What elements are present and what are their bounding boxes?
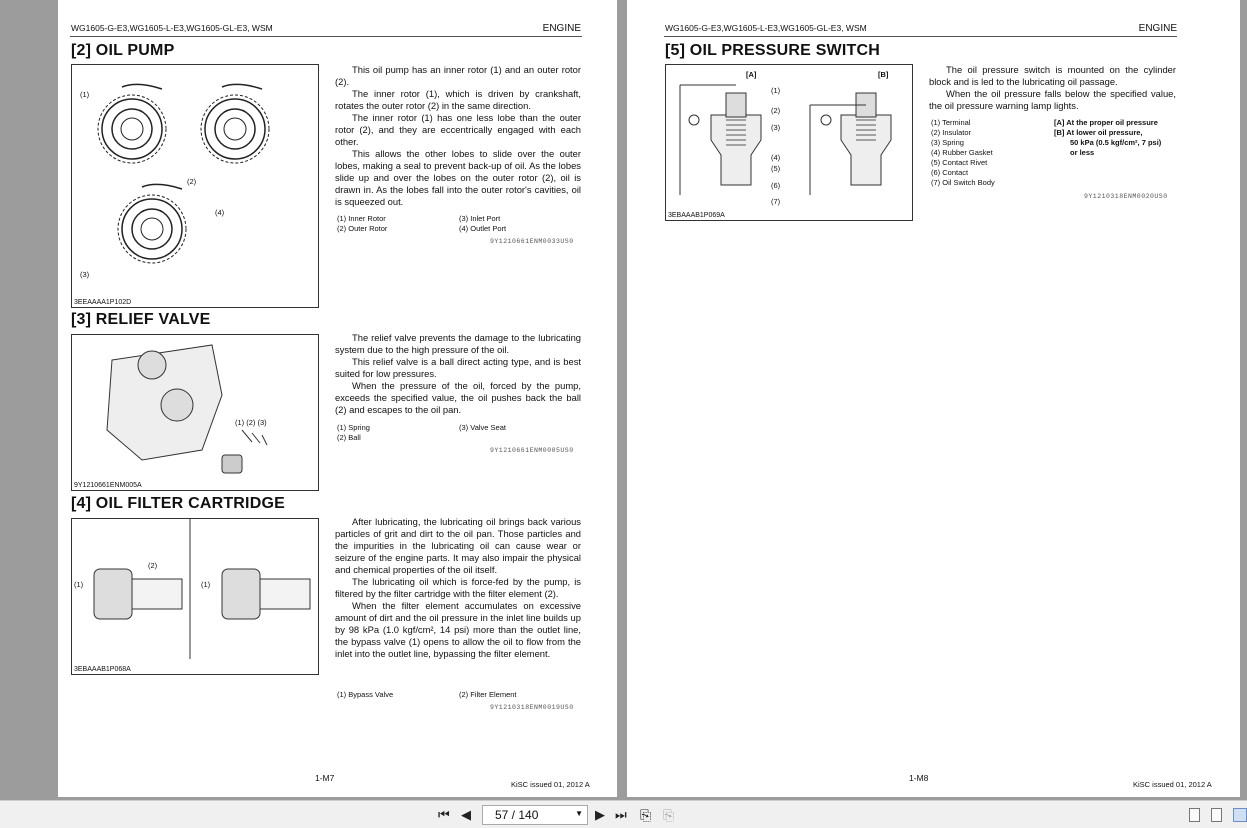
relief-valve-figure	[71, 334, 319, 491]
previous-page-icon[interactable]: ◀	[461, 807, 471, 822]
figure-label-b: [B]	[878, 70, 889, 79]
oil-pressure-switch-illustration	[666, 65, 912, 210]
oil-pressure-switch-legend	[931, 118, 1051, 188]
page-indicator: 57 / 140	[495, 808, 539, 822]
figure-code: 3EBAAAB1P068A	[74, 666, 131, 673]
figure-label-a: [A]	[746, 70, 757, 79]
oil-filter-illustration	[72, 519, 318, 659]
legend-item: (1) Inner Rotor	[337, 214, 386, 223]
paragraph: When the oil pressure falls below the specified value, the oil pressure warning lamp lights.	[929, 88, 1176, 111]
callout: (6)	[771, 181, 781, 190]
figure-code: 9Y1210661ENM005A	[74, 482, 142, 489]
oil-filter-figure	[71, 518, 319, 675]
legend-item: [B] At lower oil pressure,	[1054, 128, 1143, 137]
paragraph: This allows the other lobes to slide over the outer lobes, making a seal to prevent back-up of oil. As the lobes slide up and over the lobes on the outer rotor (2), oil is drawn in. As the lobes fall into the outer rotor's cavities, oil is squeezed out.	[335, 148, 581, 207]
callout: (1) (2) (3)	[235, 418, 267, 427]
paragraph: When the filter element accumulates on excessive amount of dirt and the oil pressure in the inlet line builds up by 98 kPa (1.0 kgf/cm², 14 psi) more than the outlet line, the bypass valve (1) opens to allow the oil to flow from the inlet into the outlet line, bypassing the filter element.	[335, 600, 581, 659]
oil-pump-text	[335, 64, 581, 208]
oil-filter-legend	[337, 690, 577, 700]
callout: (2)	[187, 177, 197, 186]
legend-item: (2) Outer Rotor	[337, 224, 388, 233]
conditions-legend	[1054, 118, 1179, 158]
two-page-view-icon[interactable]	[1233, 808, 1247, 822]
legend-item: (2) Ball	[337, 433, 361, 442]
paragraph: The lubricating oil which is force-fed by the pump, is filtered by the filter cartridge with the filter element (2).	[335, 576, 581, 599]
section-label: ENGINE	[542, 23, 581, 34]
legend-item: (3) Valve Seat	[459, 423, 506, 432]
relief-valve-text	[335, 332, 581, 416]
page-number: 1-M8	[909, 773, 929, 783]
relief-valve-illustration	[72, 335, 318, 475]
callout: (3)	[771, 123, 781, 132]
page-selector[interactable]	[482, 805, 588, 825]
legend-item: [A] At the proper oil pressure	[1054, 118, 1158, 127]
callout: (1)	[201, 580, 211, 589]
paragraph: This relief valve is a ball direct acting type, and is best suited for low pressures.	[335, 356, 581, 379]
doc-header: WG1605-G-E3,WG1605-L-E3,WG1605-GL-E3, WSM	[665, 23, 867, 33]
callout: (4)	[215, 208, 225, 217]
legend-item: (2) Insulator	[931, 128, 972, 137]
legend-item: (4) Rubber Gasket	[931, 148, 993, 157]
paragraph: After lubricating, the lubricating oil brings back various particles of grit and dirt to the oil pan. Those particles and the impurities in the lubricating oil can cause wear or seizure of the engine parts. It may also impair the physical and chemical properties of the oil itself.	[335, 516, 581, 575]
section-title-oil-filter: [4] OIL FILTER CARTRIDGE	[71, 495, 285, 512]
paragraph: The relief valve prevents the damage to the lubricating system due to the high pressure of the oil.	[335, 332, 581, 355]
legend-item: (7) Oil Switch Body	[931, 178, 995, 187]
legend-item: (4) Outlet Port	[459, 224, 507, 233]
section-title-oil-pump: [2] OIL PUMP	[71, 42, 175, 59]
callout: (1)	[771, 86, 781, 95]
paste-page-icon[interactable]: ⎘	[663, 807, 675, 823]
oil-pump-figure	[71, 64, 319, 308]
oil-filter-text	[335, 516, 581, 660]
legend-item: (1) Terminal	[931, 118, 971, 127]
paragraph: The oil pressure switch is mounted on the cylinder block and is led to the lubricating oil passage.	[929, 64, 1176, 87]
callout: (5)	[771, 164, 781, 173]
callout: (7)	[771, 197, 781, 206]
doc-code: 9Y1210318ENM0019US0	[490, 704, 574, 711]
section-title-relief-valve: [3] RELIEF VALVE	[71, 311, 211, 328]
legend-item: 50 kPa (0.5 kgf/cm², 7 psi)	[1070, 138, 1162, 147]
doc-code: 9Y1210318ENM0020US0	[1084, 193, 1168, 200]
paragraph: When the pressure of the oil, forced by the pump, exceeds the specified value, the oil pushes back the ball (2) and escapes to the oil pan.	[335, 380, 581, 415]
figure-code: 3EEAAAA1P102D	[74, 299, 132, 306]
pdf-page-right	[627, 0, 1240, 797]
legend-item: (2) Filter Element	[459, 690, 517, 699]
single-page-view-icon[interactable]	[1189, 808, 1200, 822]
legend-item: (6) Contact	[931, 168, 969, 177]
callout: (1)	[74, 580, 84, 589]
paragraph: The inner rotor (1) has one less lobe than the outer rotor (2), and they are eccentrically engaged with each other.	[335, 112, 581, 147]
section-label: ENGINE	[1138, 23, 1177, 34]
figure-code: 3EBAAAB1P069A	[668, 212, 725, 219]
doc-header: WG1605-G-E3,WG1605-L-E3,WG1605-GL-E3, WSM	[71, 23, 273, 33]
viewer-toolbar	[0, 800, 1247, 828]
page-number: 1-M7	[315, 773, 335, 783]
doc-code: 9Y1210661ENM0033US0	[490, 238, 574, 245]
copy-page-icon[interactable]: ⎘	[640, 807, 652, 823]
legend-item: (1) Bypass Valve	[337, 690, 394, 699]
relief-valve-legend	[337, 423, 577, 443]
paragraph: This oil pump has an inner rotor (1) and an outer rotor (2).	[335, 64, 581, 87]
doc-code: 9Y1210661ENM0005US0	[490, 447, 574, 454]
section-title-oil-pressure-switch: [5] OIL PRESSURE SWITCH	[665, 42, 880, 59]
callout: (3)	[80, 270, 90, 279]
callout: (1)	[80, 90, 90, 99]
callout: (2)	[771, 106, 781, 115]
legend-item: (5) Contact Rivet	[931, 158, 988, 167]
paragraph: The inner rotor (1), which is driven by crankshaft, rotates the outer rotor (2) in the same direction.	[335, 88, 581, 111]
callout: (4)	[771, 153, 781, 162]
continuous-view-icon[interactable]	[1211, 808, 1222, 822]
oil-pressure-switch-figure	[665, 64, 913, 221]
legend-item: (1) Spring	[337, 423, 370, 432]
chevron-down-icon[interactable]: ▼	[575, 809, 583, 818]
issue-label: KiSC issued 01, 2012 A	[511, 780, 590, 789]
pdf-page-left	[58, 0, 617, 797]
issue-label: KiSC issued 01, 2012 A	[1133, 780, 1212, 789]
legend-item: (3) Inlet Port	[459, 214, 501, 223]
first-page-icon[interactable]: ⏮	[438, 807, 450, 822]
legend-item: (3) Spring	[931, 138, 964, 147]
legend-item: or less	[1070, 148, 1095, 157]
oil-pressure-switch-text	[929, 64, 1176, 112]
callout: (2)	[148, 561, 158, 570]
next-page-icon[interactable]: ▶	[595, 807, 605, 822]
last-page-icon[interactable]: ⏭	[615, 807, 627, 822]
oil-pump-legend	[337, 214, 577, 234]
